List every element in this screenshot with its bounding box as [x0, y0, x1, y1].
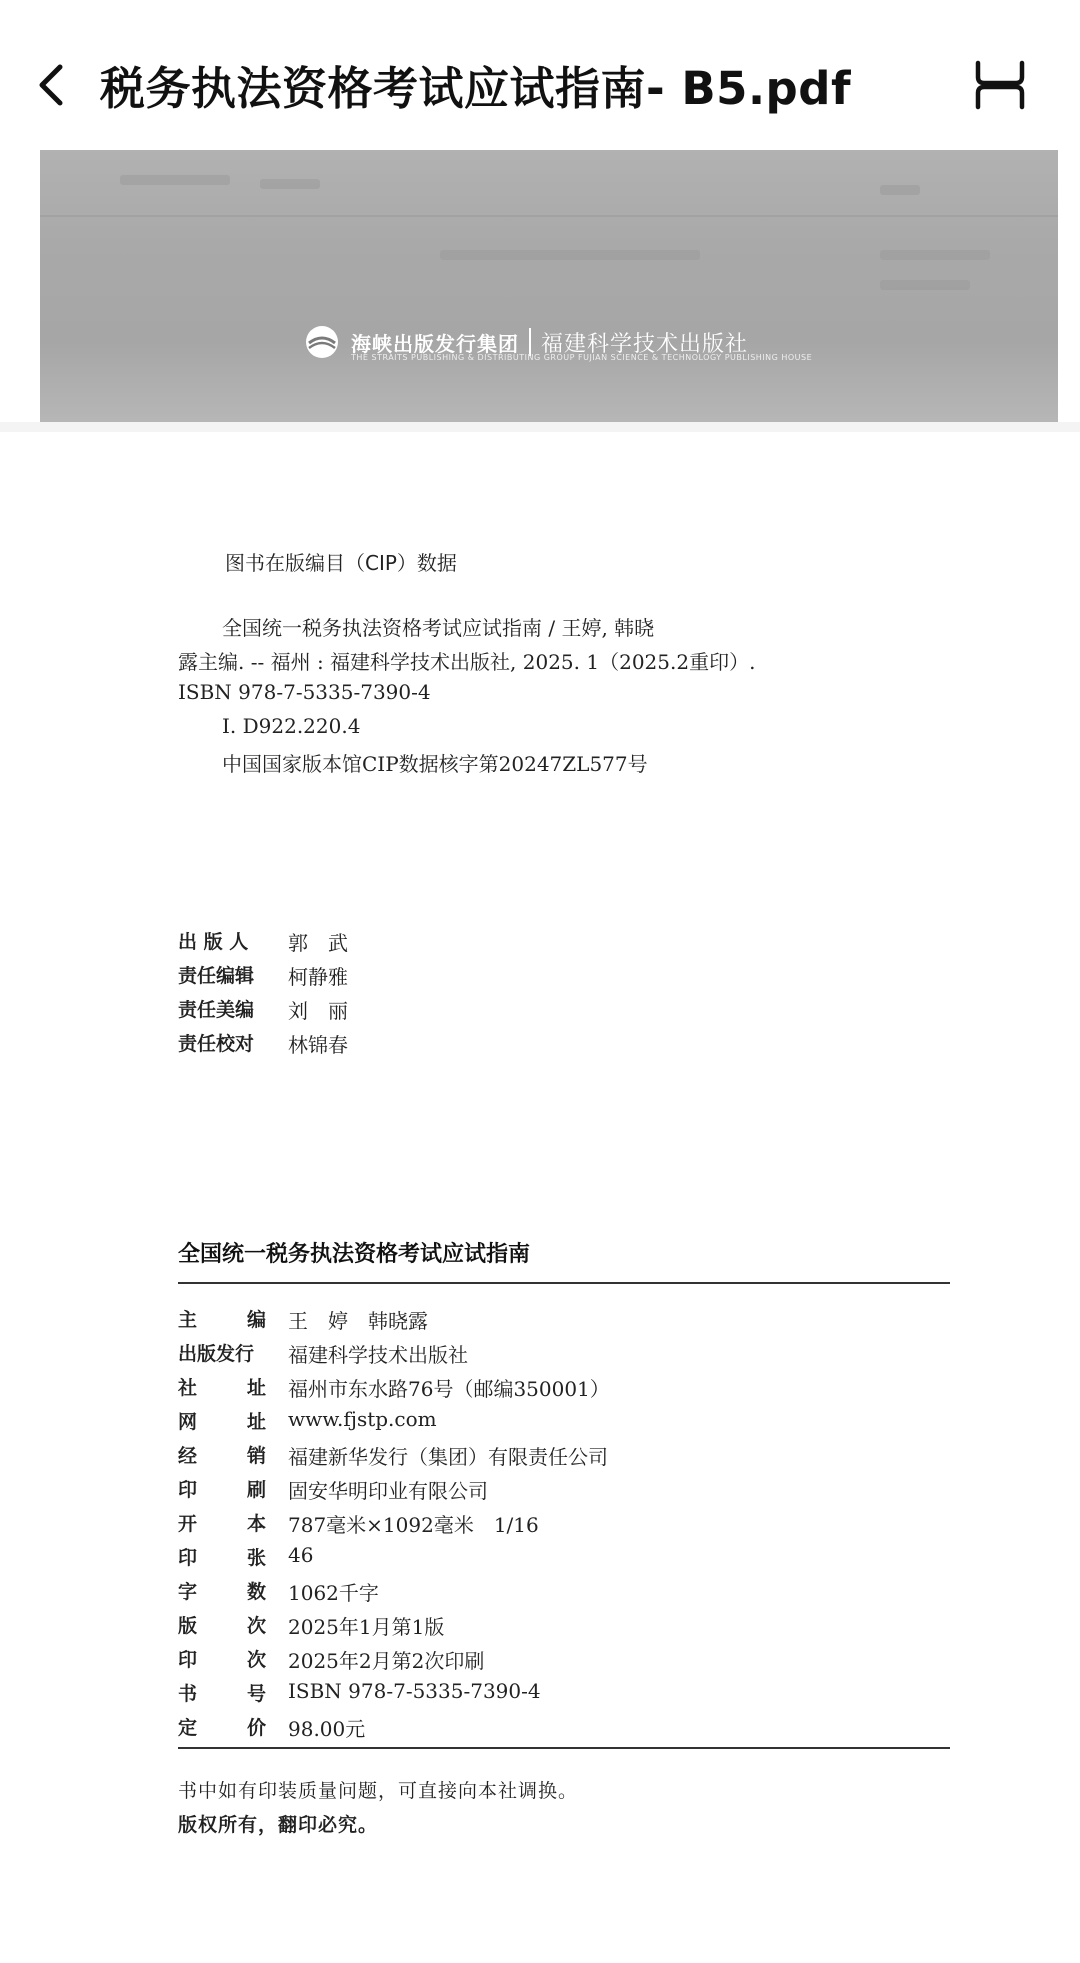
info-value: 福建科学技术出版社 — [288, 1343, 468, 1367]
info-value: 2025年2月第2次印刷 — [288, 1649, 485, 1673]
back-button[interactable] — [28, 55, 76, 115]
copyright-page — [0, 432, 1080, 1963]
info-label: 出版 发行 — [178, 1343, 255, 1365]
bottom-rule — [178, 1747, 950, 1749]
info-row — [178, 1373, 610, 1402]
info-label: 印 刷 — [178, 1479, 266, 1501]
info-value: 福建新华发行（集团）有限责任公司 — [288, 1445, 608, 1469]
info-value: www.fjstp.com — [288, 1407, 437, 1431]
cip-line: 中国国家版本馆CIP数据核字第20247ZL577号 — [222, 752, 648, 776]
info-row — [178, 1509, 539, 1538]
info-value: 福州市东水路76号（邮编350001） — [288, 1377, 610, 1401]
info-value: ISBN 978-7-5335-7390-4 — [288, 1679, 541, 1703]
staff-value: 林锦春 — [288, 1033, 348, 1057]
info-label: 印 张 — [178, 1547, 266, 1569]
info-label: 开 本 — [178, 1513, 266, 1535]
staff-row — [178, 927, 348, 956]
cip-line: 全国统一税务执法资格考试应试指南 / 王婷, 韩晓 — [222, 616, 655, 640]
publisher-logo — [305, 325, 813, 362]
quality-notice: 书中如有印装质量问题，可直接向本社调换。 — [178, 1780, 579, 1802]
info-label: 定 价 — [178, 1717, 266, 1739]
info-row — [178, 1611, 444, 1640]
reader-mode-button[interactable] — [970, 55, 1030, 115]
staff-label: 出 版 人 — [178, 931, 249, 953]
staff-label: 责任校对 — [178, 1033, 255, 1055]
info-row — [178, 1305, 428, 1334]
info-row — [178, 1713, 365, 1742]
info-value: 787毫米×1092毫米 1/16 — [288, 1513, 539, 1537]
info-label: 网 址 — [178, 1411, 266, 1433]
top-bar — [0, 0, 1080, 150]
info-row — [178, 1645, 484, 1674]
info-value: 固安华明印业有限公司 — [288, 1479, 488, 1503]
info-label: 主 编 — [178, 1309, 266, 1331]
staff-row — [178, 1029, 348, 1058]
info-label: 字 数 — [178, 1581, 266, 1603]
info-row — [178, 1577, 379, 1606]
info-value: 98.00元 — [288, 1717, 366, 1741]
cip-heading: 图书在版编目（CIP）数据 — [225, 551, 457, 575]
info-row — [178, 1679, 541, 1706]
info-row — [178, 1407, 437, 1434]
staff-row — [178, 961, 348, 990]
info-row — [178, 1441, 608, 1470]
staff-label: 责任编辑 — [178, 965, 255, 987]
info-label: 经 销 — [178, 1445, 266, 1467]
info-label: 社 址 — [178, 1377, 266, 1399]
publisher-emblem-icon — [305, 325, 339, 359]
staff-value: 郭 武 — [288, 931, 348, 955]
cip-line: Ⅰ. D922.220.4 — [222, 714, 361, 738]
cip-line: ISBN 978-7-5335-7390-4 — [178, 680, 431, 704]
publisher-english-name: THE STRAITS PUBLISHING & DISTRIBUTING GROUP FUJIAN SCIENCE & TECHNOLOGY PUBLISHING HOUSE — [351, 353, 813, 362]
info-label: 版 次 — [178, 1615, 266, 1637]
book-title: 全国统一税务执法资格考试应试指南 — [178, 1242, 531, 1267]
logo-separator — [529, 328, 531, 356]
info-value: 1062千字 — [288, 1581, 379, 1605]
reader-mode-icon — [970, 55, 1030, 115]
document-title: 税务执法资格考试应试指南- B5.pdf — [100, 62, 852, 115]
staff-value: 刘 丽 — [288, 999, 348, 1023]
info-row — [178, 1475, 488, 1504]
info-label: 印 次 — [178, 1649, 266, 1671]
staff-row — [178, 995, 348, 1024]
info-label: 书 号 — [178, 1683, 266, 1705]
previous-page-cover — [40, 145, 1058, 425]
info-row — [178, 1543, 313, 1570]
publisher-name: 福建科学技术出版社 — [541, 331, 749, 357]
info-row — [178, 1339, 468, 1368]
top-rule — [178, 1282, 950, 1284]
publisher-group-name: 海峡出版发行集团 — [351, 331, 519, 356]
info-value: 2025年1月第1版 — [288, 1615, 445, 1639]
info-value: 46 — [288, 1543, 314, 1567]
staff-label: 责任美编 — [178, 999, 255, 1021]
info-value: 王 婷 韩晓露 — [288, 1309, 428, 1333]
copyright-notice: 版权所有，翻印必究。 — [178, 1814, 379, 1836]
staff-value: 柯静雅 — [288, 965, 348, 989]
cip-line: 露主编. -- 福州 : 福建科学技术出版社, 2025. 1（2025.2重印）. — [178, 650, 756, 674]
chevron-left-icon — [28, 55, 76, 115]
